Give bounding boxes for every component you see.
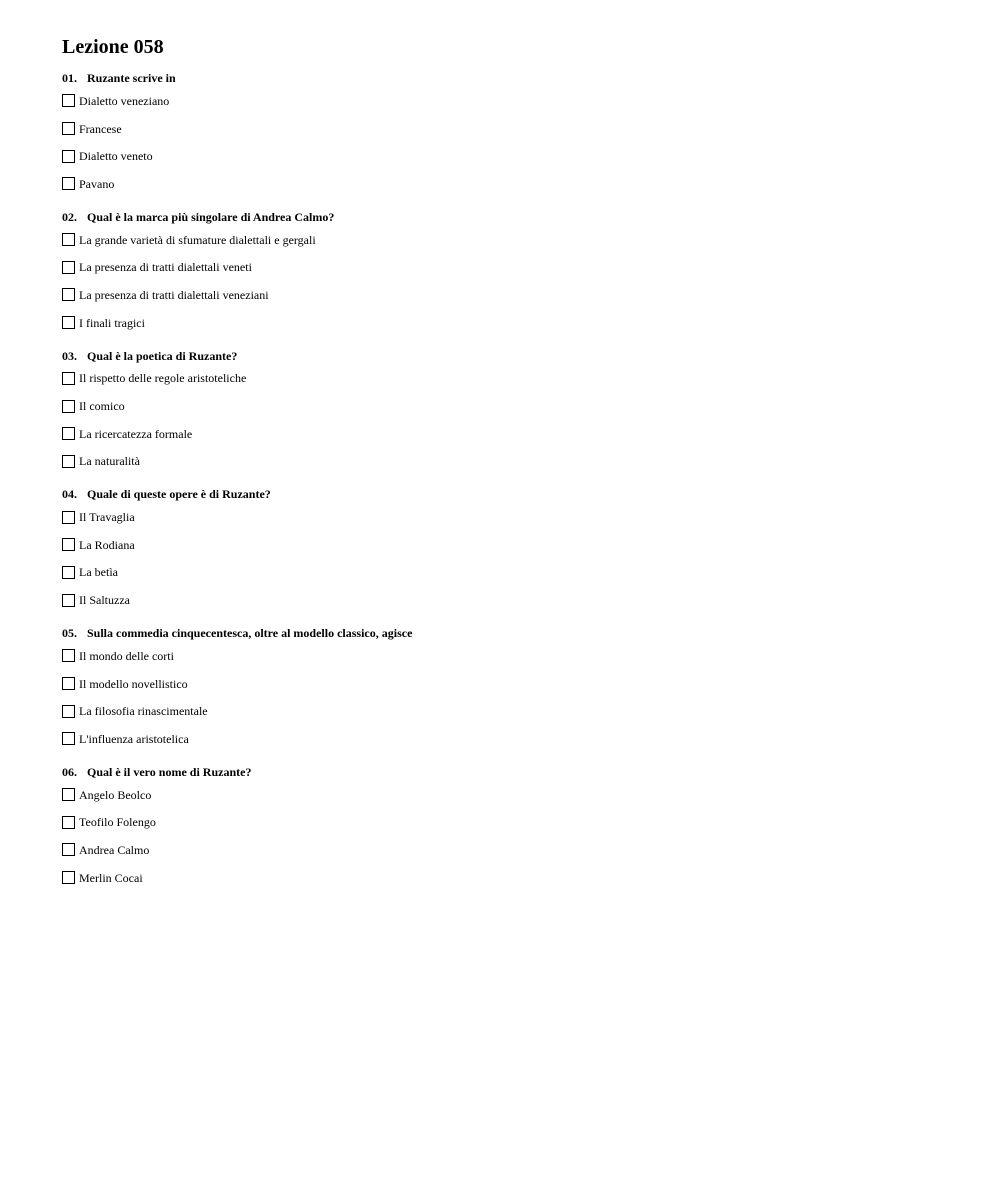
answer-option[interactable] [62, 531, 942, 559]
question-text [62, 208, 942, 226]
answer-option[interactable] [62, 725, 942, 753]
answer-checkbox[interactable] [62, 400, 75, 413]
question-number: 05. [62, 626, 77, 640]
answer-option[interactable] [62, 559, 942, 587]
answer-label: La naturalità [79, 454, 140, 469]
question-text [62, 763, 942, 781]
question-text [62, 485, 942, 503]
question-05 [62, 624, 942, 753]
answer-checkbox[interactable] [62, 843, 75, 856]
answer-checkbox[interactable] [62, 455, 75, 468]
answer-label: Andrea Calmo [79, 842, 150, 857]
answer-option[interactable] [62, 503, 942, 531]
answer-label: Teofilo Folengo [79, 815, 156, 830]
answer-label: La presenza di tratti dialettali veneziani [79, 287, 269, 302]
answer-label: L'influenza aristotelica [79, 731, 189, 746]
question-text [62, 69, 942, 87]
answer-option[interactable] [62, 309, 942, 337]
answer-label: La betìa [79, 565, 118, 580]
answer-option[interactable] [62, 670, 942, 698]
answer-label: Il modello novellistico [79, 676, 188, 691]
answer-checkbox[interactable] [62, 372, 75, 385]
answer-option[interactable] [62, 864, 942, 892]
question-number: 02. [62, 209, 77, 224]
answer-label: La grande varietà di sfumature dialettali e gergali [79, 232, 316, 247]
answer-label: La Rodiana [79, 537, 135, 552]
question-02 [62, 208, 942, 337]
answer-checkbox[interactable] [62, 594, 75, 607]
question-label: Quale di queste opere è di Ruzante? [87, 487, 271, 502]
answer-label: Dialetto veneziano [79, 93, 170, 108]
answer-option[interactable] [62, 87, 942, 115]
answer-options [62, 365, 942, 476]
answer-label: Il comico [79, 399, 125, 414]
answer-label: Merlin Cocai [79, 870, 143, 885]
question-number: 01. [62, 71, 77, 85]
answer-label: Il rispetto delle regole aristoteliche [79, 371, 247, 386]
question-01 [62, 69, 942, 198]
answer-checkbox[interactable] [62, 316, 75, 329]
question-label: Qual è la poetica di Ruzante? [87, 348, 238, 363]
page-title: Lezione 058 [62, 36, 164, 58]
answer-option[interactable] [62, 115, 942, 143]
answer-option[interactable] [62, 142, 942, 170]
answer-checkbox[interactable] [62, 288, 75, 301]
question-text [62, 347, 942, 365]
answer-checkbox[interactable] [62, 233, 75, 246]
answer-option[interactable] [62, 281, 942, 309]
answer-label: Il Saltuzza [79, 593, 130, 608]
question-label: Sulla commedia cinquecentesca, oltre al modello classico, agisce [87, 626, 413, 640]
answer-option[interactable] [62, 836, 942, 864]
question-label: Qual è la marca più singolare di Andrea Calmo? [87, 209, 335, 224]
answer-checkbox[interactable] [62, 427, 75, 440]
answer-options [62, 781, 942, 892]
answer-options [62, 226, 942, 337]
answer-label: La presenza di tratti dialettali veneti [79, 260, 252, 275]
answer-checkbox[interactable] [62, 816, 75, 829]
answer-options [62, 503, 942, 614]
answer-label: Pavano [79, 176, 115, 191]
answer-label: Francese [79, 121, 122, 136]
answer-checkbox[interactable] [62, 538, 75, 551]
answer-label: La filosofia rinascimentale [79, 704, 208, 719]
answer-option[interactable] [62, 697, 942, 725]
answer-label: I finali tragici [79, 315, 145, 330]
answer-checkbox[interactable] [62, 788, 75, 801]
answer-checkbox[interactable] [62, 511, 75, 524]
answer-options [62, 87, 942, 198]
answer-checkbox[interactable] [62, 94, 75, 107]
answer-checkbox[interactable] [62, 122, 75, 135]
answer-checkbox[interactable] [62, 705, 75, 718]
answer-option[interactable] [62, 226, 942, 254]
answer-checkbox[interactable] [62, 649, 75, 662]
answer-option[interactable] [62, 781, 942, 809]
question-number: 03. [62, 348, 77, 363]
answer-options [62, 642, 942, 753]
answer-option[interactable] [62, 586, 942, 614]
question-number: 06. [62, 764, 77, 779]
question-label: Qual è il vero nome di Ruzante? [87, 764, 252, 779]
answer-checkbox[interactable] [62, 177, 75, 190]
answer-option[interactable] [62, 392, 942, 420]
answer-checkbox[interactable] [62, 566, 75, 579]
question-04 [62, 485, 942, 614]
answer-option[interactable] [62, 448, 942, 476]
answer-checkbox[interactable] [62, 677, 75, 690]
answer-label: Angelo Beolco [79, 787, 152, 802]
answer-label: Dialetto veneto [79, 149, 153, 164]
answer-checkbox[interactable] [62, 150, 75, 163]
question-06 [62, 763, 942, 892]
answer-label: Il Travaglia [79, 510, 135, 525]
question-number: 04. [62, 487, 77, 502]
answer-option[interactable] [62, 170, 942, 198]
quiz-page [62, 34, 942, 892]
answer-checkbox[interactable] [62, 732, 75, 745]
question-text [62, 624, 942, 642]
answer-label: La ricercatezza formale [79, 426, 193, 441]
answer-option[interactable] [62, 253, 942, 281]
question-label: Ruzante scrive in [87, 71, 176, 85]
answer-option[interactable] [62, 420, 942, 448]
answer-option[interactable] [62, 642, 942, 670]
question-03 [62, 347, 942, 476]
answer-option[interactable] [62, 808, 942, 836]
answer-checkbox[interactable] [62, 871, 75, 884]
answer-label: Il mondo delle corti [79, 648, 174, 663]
answer-checkbox[interactable] [62, 261, 75, 274]
answer-option[interactable] [62, 365, 942, 393]
